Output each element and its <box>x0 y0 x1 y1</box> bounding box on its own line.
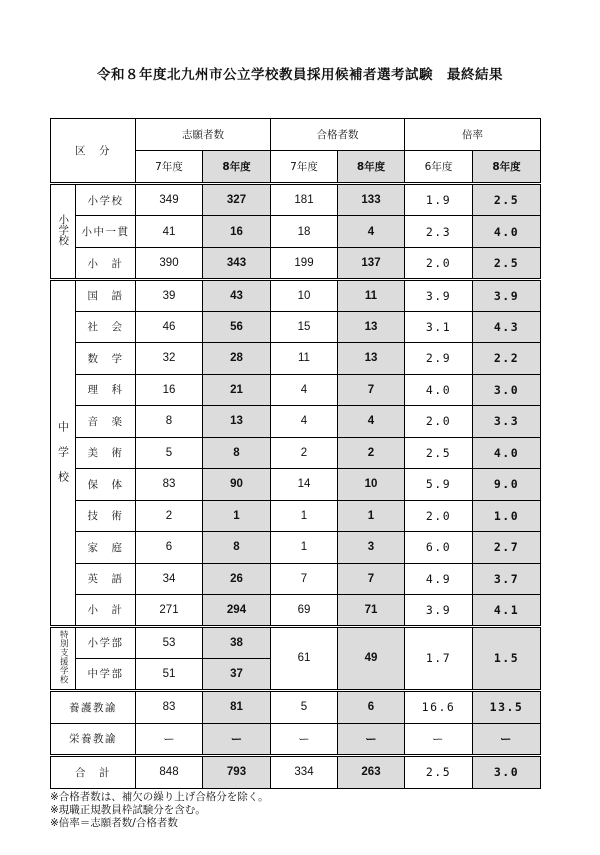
ratio-curr-cell: 3.0 <box>473 374 541 406</box>
ratio-curr-cell: 3.0 <box>473 755 541 788</box>
ratio-curr-cell: 1.5 <box>473 626 541 690</box>
ratio-prev-cell: 3.9 <box>405 280 473 312</box>
applicants-prev-cell: 349 <box>136 184 203 216</box>
ratio-curr-cell: 4.0 <box>473 437 541 469</box>
table-row <box>51 406 541 438</box>
ratio-prev-cell: ー <box>405 723 473 755</box>
passed-curr-cell: 49 <box>338 626 405 690</box>
passed-prev-cell: 2 <box>271 437 338 469</box>
group-cell-junior-high <box>51 280 76 627</box>
applicants-prev-cell: 6 <box>136 532 203 564</box>
table-row <box>51 723 541 755</box>
table-row <box>51 248 541 280</box>
table-row <box>51 690 541 723</box>
ratio-prev-cell: 1.9 <box>405 184 473 216</box>
passed-prev-cell: ー <box>271 723 338 755</box>
group-cell-special-support <box>51 626 76 690</box>
ratio-prev-cell: 2.3 <box>405 216 473 248</box>
ratio-curr-cell: 2.5 <box>473 248 541 280</box>
ratio-curr-cell: 9.0 <box>473 469 541 501</box>
applicants-curr-cell: 13 <box>203 406 271 438</box>
table-row <box>51 469 541 501</box>
table-row <box>51 626 541 658</box>
passed-curr-cell: 7 <box>338 563 405 595</box>
header-row-categories <box>51 119 541 151</box>
ratio-curr-cell: 3.3 <box>473 406 541 438</box>
applicants-prev-cell: 271 <box>136 595 203 627</box>
passed-curr-cell: 13 <box>338 343 405 375</box>
header-passed-curr: 8年度 <box>338 151 405 184</box>
ratio-curr-cell: 4.0 <box>473 216 541 248</box>
row-label: 小 計 <box>76 595 136 627</box>
applicants-curr-cell: 38 <box>203 626 271 658</box>
applicants-curr-cell: 21 <box>203 374 271 406</box>
applicants-prev-cell: 5 <box>136 437 203 469</box>
passed-prev-cell: 199 <box>271 248 338 280</box>
applicants-prev-cell: 8 <box>136 406 203 438</box>
row-label: 小学部 <box>76 626 136 658</box>
row-label: 小 計 <box>76 248 136 280</box>
header-applicants-curr: 8年度 <box>203 151 271 184</box>
applicants-curr-cell: 56 <box>203 311 271 343</box>
header-applicants-prev: 7年度 <box>136 151 203 184</box>
applicants-prev-cell: 53 <box>136 626 203 658</box>
applicants-prev-cell: 34 <box>136 563 203 595</box>
row-label: 美 術 <box>76 437 136 469</box>
group-label-junior-high: 中学校 <box>56 420 70 496</box>
applicants-prev-cell: 848 <box>136 755 203 788</box>
ratio-prev-cell: 2.0 <box>405 248 473 280</box>
passed-prev-cell: 14 <box>271 469 338 501</box>
applicants-prev-cell: 51 <box>136 658 203 690</box>
header-passed: 合格者数 <box>271 119 405 151</box>
applicants-curr-cell: 1 <box>203 500 271 532</box>
header-ratio-prev: 6年度 <box>405 151 473 184</box>
ratio-curr-cell: 4.1 <box>473 595 541 627</box>
passed-prev-cell: 10 <box>271 280 338 312</box>
ratio-curr-cell: 3.9 <box>473 280 541 312</box>
table-row <box>51 563 541 595</box>
applicants-curr-cell: 43 <box>203 280 271 312</box>
footnote: ※倍率＝志願者数/合格者数 <box>50 817 178 829</box>
passed-prev-cell: 5 <box>271 690 338 723</box>
applicants-curr-cell: 294 <box>203 595 271 627</box>
applicants-prev-cell: ー <box>136 723 203 755</box>
passed-curr-cell: 13 <box>338 311 405 343</box>
header-category: 区 分 <box>51 119 136 184</box>
row-label: 国 語 <box>76 280 136 312</box>
table-row <box>51 280 541 312</box>
ratio-curr-cell: 1.0 <box>473 500 541 532</box>
applicants-curr-cell: 90 <box>203 469 271 501</box>
table-row <box>51 184 541 216</box>
row-label: 英 語 <box>76 563 136 595</box>
ratio-prev-cell: 6.0 <box>405 532 473 564</box>
passed-prev-cell: 4 <box>271 406 338 438</box>
applicants-prev-cell: 2 <box>136 500 203 532</box>
passed-curr-cell: 11 <box>338 280 405 312</box>
ratio-curr-cell: 2.7 <box>473 532 541 564</box>
passed-prev-cell: 7 <box>271 563 338 595</box>
group-cell-elementary <box>51 184 76 280</box>
row-label: 中学部 <box>76 658 136 690</box>
table-row <box>51 437 541 469</box>
ratio-curr-cell: 3.7 <box>473 563 541 595</box>
passed-curr-cell: 1 <box>338 500 405 532</box>
ratio-prev-cell: 3.1 <box>405 311 473 343</box>
ratio-prev-cell: 1.7 <box>405 626 473 690</box>
applicants-curr-cell: 26 <box>203 563 271 595</box>
header-applicants: 志願者数 <box>136 119 271 151</box>
ratio-curr-cell: 2.5 <box>473 184 541 216</box>
results-table <box>50 118 541 789</box>
passed-prev-cell: 1 <box>271 500 338 532</box>
passed-curr-cell: 4 <box>338 216 405 248</box>
ratio-prev-cell: 2.5 <box>405 437 473 469</box>
row-label: 小中一貫 <box>76 216 136 248</box>
passed-prev-cell: 18 <box>271 216 338 248</box>
row-label: 社 会 <box>76 311 136 343</box>
applicants-prev-cell: 390 <box>136 248 203 280</box>
applicants-prev-cell: 83 <box>136 690 203 723</box>
table-row <box>51 343 541 375</box>
passed-curr-cell: 263 <box>338 755 405 788</box>
passed-curr-cell: 137 <box>338 248 405 280</box>
passed-curr-cell: 2 <box>338 437 405 469</box>
ratio-prev-cell: 4.9 <box>405 563 473 595</box>
row-label: 音 楽 <box>76 406 136 438</box>
footnotes <box>50 791 550 830</box>
ratio-prev-cell: 2.0 <box>405 500 473 532</box>
passed-curr-cell: ー <box>338 723 405 755</box>
applicants-curr-cell: 327 <box>203 184 271 216</box>
row-label: 技 術 <box>76 500 136 532</box>
applicants-curr-cell: 343 <box>203 248 271 280</box>
ratio-prev-cell: 5.9 <box>405 469 473 501</box>
header-ratio: 倍率 <box>405 119 541 151</box>
table-row <box>51 374 541 406</box>
applicants-curr-cell: 37 <box>203 658 271 690</box>
row-label: 小学校 <box>76 184 136 216</box>
passed-prev-cell: 4 <box>271 374 338 406</box>
ratio-prev-cell: 4.0 <box>405 374 473 406</box>
table-row <box>51 595 541 627</box>
passed-curr-cell: 133 <box>338 184 405 216</box>
applicants-prev-cell: 16 <box>136 374 203 406</box>
passed-curr-cell: 4 <box>338 406 405 438</box>
group-label-elementary: 小学校 <box>57 214 70 246</box>
applicants-curr-cell: 8 <box>203 437 271 469</box>
row-label: 養護教諭 <box>51 690 136 723</box>
row-label: 栄養教諭 <box>51 723 136 755</box>
ratio-prev-cell: 3.9 <box>405 595 473 627</box>
group-label-special-support: 特別支援学校 <box>58 629 69 684</box>
ratio-prev-cell: 2.9 <box>405 343 473 375</box>
applicants-curr-cell: ー <box>203 723 271 755</box>
row-label: 保 体 <box>76 469 136 501</box>
table-row <box>51 311 541 343</box>
passed-prev-cell: 69 <box>271 595 338 627</box>
ratio-curr-cell: 4.3 <box>473 311 541 343</box>
applicants-curr-cell: 16 <box>203 216 271 248</box>
table-row <box>51 216 541 248</box>
applicants-curr-cell: 28 <box>203 343 271 375</box>
ratio-prev-cell: 2.5 <box>405 755 473 788</box>
table-row <box>51 532 541 564</box>
passed-prev-cell: 334 <box>271 755 338 788</box>
footnote: ※現職正規教員枠試験分を含む。 <box>50 804 206 816</box>
applicants-curr-cell: 8 <box>203 532 271 564</box>
passed-prev-cell: 11 <box>271 343 338 375</box>
applicants-curr-cell: 793 <box>203 755 271 788</box>
passed-curr-cell: 3 <box>338 532 405 564</box>
ratio-prev-cell: 2.0 <box>405 406 473 438</box>
applicants-prev-cell: 41 <box>136 216 203 248</box>
applicants-prev-cell: 46 <box>136 311 203 343</box>
header-passed-prev: 7年度 <box>271 151 338 184</box>
applicants-prev-cell: 32 <box>136 343 203 375</box>
table-row <box>51 500 541 532</box>
footnote: ※合格者数は、補欠の繰り上げ合格分を除く。 <box>50 791 269 803</box>
passed-curr-cell: 6 <box>338 690 405 723</box>
header-ratio-curr: 8年度 <box>473 151 541 184</box>
ratio-prev-cell: 16.6 <box>405 690 473 723</box>
applicants-prev-cell: 83 <box>136 469 203 501</box>
ratio-curr-cell: 13.5 <box>473 690 541 723</box>
applicants-curr-cell: 81 <box>203 690 271 723</box>
passed-prev-cell: 181 <box>271 184 338 216</box>
passed-prev-cell: 1 <box>271 532 338 564</box>
ratio-curr-cell: ー <box>473 723 541 755</box>
row-label: 数 学 <box>76 343 136 375</box>
row-label-total: 合 計 <box>51 755 136 788</box>
ratio-curr-cell: 2.2 <box>473 343 541 375</box>
passed-curr-cell: 7 <box>338 374 405 406</box>
passed-prev-cell: 61 <box>271 626 338 690</box>
row-label: 家 庭 <box>76 532 136 564</box>
passed-curr-cell: 10 <box>338 469 405 501</box>
applicants-prev-cell: 39 <box>136 280 203 312</box>
passed-curr-cell: 71 <box>338 595 405 627</box>
passed-prev-cell: 15 <box>271 311 338 343</box>
table-row-total <box>51 755 541 788</box>
page-title: 令和８年度北九州市公立学校教員採用候補者選考試験 最終結果 <box>97 67 503 83</box>
row-label: 理 科 <box>76 374 136 406</box>
